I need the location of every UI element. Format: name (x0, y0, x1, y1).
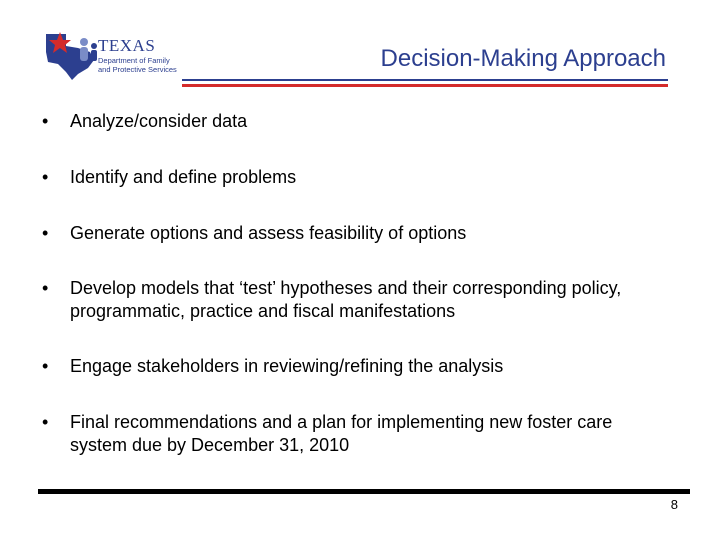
logo-subtitle-line-1: Department of Family (98, 56, 170, 65)
logo-subtitle (98, 56, 177, 74)
bullet-item (42, 110, 247, 133)
bullet-marker: • (42, 278, 49, 298)
bullet-item (42, 355, 503, 378)
bullet-item (42, 411, 662, 457)
bullet-marker: • (42, 356, 49, 376)
page-number: 8 (670, 497, 678, 512)
logo-subtitle-line-2: and Protective Services (98, 65, 177, 74)
bullet-marker: • (42, 223, 49, 243)
bullet-text: Generate options and assess feasibility of options (70, 223, 467, 243)
bullet-marker: • (42, 167, 49, 187)
bullet-text: Analyze/consider data (70, 111, 248, 131)
logo-title: TEXAS (98, 36, 156, 55)
footer-rule (38, 489, 690, 494)
bullet-marker: • (42, 412, 49, 432)
title-rule-blue (182, 79, 668, 81)
bullet-item (42, 166, 296, 189)
bullet-item (42, 277, 662, 323)
bullet-text: Final recommendations and a plan for implementing new foster care system due by December 31, 2010 (70, 412, 613, 455)
bullet-marker: • (42, 111, 49, 131)
title-rule-red (182, 84, 668, 87)
bullet-item (42, 222, 466, 245)
bullet-text: Identify and define problems (70, 167, 297, 187)
bullet-text: Develop models that ‘test’ hypotheses and their corresponding policy, programmatic, practice and fiscal manifestations (70, 278, 622, 321)
slide-title: Decision-Making Approach (380, 45, 666, 72)
bullet-text: Engage stakeholders in reviewing/refining the analysis (70, 356, 504, 376)
